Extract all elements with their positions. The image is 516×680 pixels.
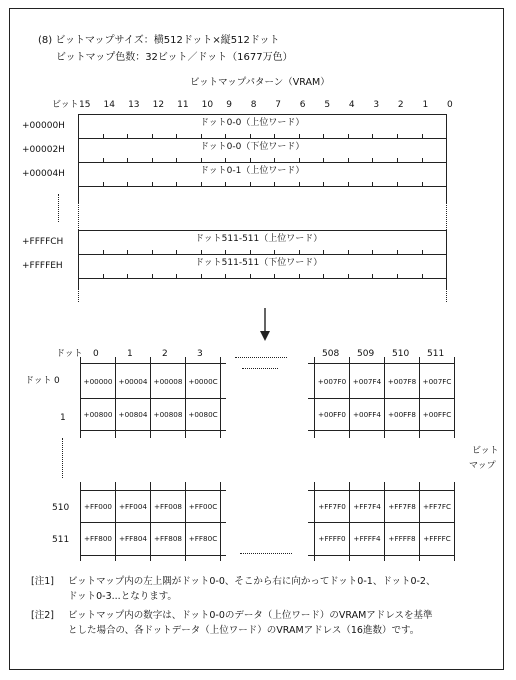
bit-number: 13 bbox=[128, 100, 140, 110]
address-cell: +00FF4 bbox=[352, 410, 381, 419]
grid-line bbox=[80, 357, 81, 438]
vram-row-address: +00004H bbox=[22, 169, 65, 179]
grid-line bbox=[454, 482, 455, 561]
address-cell: +FF00C bbox=[188, 502, 218, 511]
dot-row-label: ドット bbox=[25, 376, 52, 386]
bit-tick bbox=[323, 274, 324, 278]
vram-row-label: ドット511-511（上位ワード） bbox=[195, 234, 323, 244]
bit-tick bbox=[397, 158, 398, 162]
grid-line bbox=[150, 357, 151, 438]
row-number: 510 bbox=[52, 503, 70, 513]
bit-number: 3 bbox=[373, 100, 380, 110]
bit-tick bbox=[176, 158, 177, 162]
bit-tick bbox=[152, 158, 153, 162]
bit-tick bbox=[348, 274, 349, 278]
address-cell: +007F4 bbox=[352, 377, 382, 386]
vram-right-gap bbox=[446, 202, 447, 230]
grid-line bbox=[314, 482, 315, 561]
grid-line bbox=[80, 363, 226, 364]
grid-line bbox=[308, 490, 454, 491]
address-cell: +00FFC bbox=[422, 410, 452, 419]
bit-tick bbox=[299, 134, 300, 138]
grid-line bbox=[185, 482, 186, 561]
vram-title: ビットマップパターン（VRAM） bbox=[190, 77, 330, 88]
dot-col-label: ドット bbox=[56, 349, 83, 359]
address-cell: +00808 bbox=[153, 410, 183, 419]
bit-tick bbox=[372, 134, 373, 138]
address-cell: +FFFF4 bbox=[353, 534, 381, 543]
address-cell: +FF804 bbox=[118, 534, 147, 543]
address-cell: +00004 bbox=[118, 377, 148, 386]
address-cell: +00008 bbox=[153, 377, 183, 386]
bit-tick bbox=[225, 250, 226, 254]
grid-line bbox=[419, 482, 420, 561]
note1-line2: ドット0-3...となります。 bbox=[68, 591, 177, 602]
grid-line bbox=[150, 482, 151, 561]
bit-number: 12 bbox=[152, 100, 165, 110]
grid-line bbox=[185, 357, 186, 438]
address-cell: +007F8 bbox=[387, 377, 417, 386]
address-cell: +FFFF0 bbox=[318, 534, 346, 543]
spec-size-line: (8) ビットマップサイズ：横512ドット×縦512ドット bbox=[38, 35, 280, 46]
vram-row-label: ドット511-511（下位ワード） bbox=[195, 258, 323, 268]
vram-row-address: +00000H bbox=[22, 121, 65, 131]
down-arrow-icon bbox=[255, 307, 275, 343]
vram-line bbox=[78, 138, 447, 139]
grid-line bbox=[80, 430, 226, 431]
grid-line bbox=[419, 357, 420, 438]
address-cell: +FF004 bbox=[118, 502, 147, 511]
grid-col-number: 1 bbox=[127, 349, 133, 359]
bit-tick bbox=[372, 250, 373, 254]
bit-tick bbox=[127, 158, 128, 162]
bit-tick bbox=[176, 134, 177, 138]
bit-number: 2 bbox=[397, 100, 404, 110]
bit-number: 1 bbox=[422, 100, 429, 110]
bit-tick bbox=[397, 274, 398, 278]
bit-tick bbox=[323, 134, 324, 138]
address-cell: +FF7FC bbox=[422, 502, 452, 511]
vram-line bbox=[78, 114, 447, 115]
grid-line bbox=[308, 398, 454, 399]
address-cell: +007FC bbox=[422, 377, 452, 386]
bit-tick bbox=[348, 250, 349, 254]
bit-tick bbox=[176, 274, 177, 278]
side-label-bit: ビット bbox=[472, 446, 499, 456]
grid-col-number: 509 bbox=[357, 349, 375, 359]
grid-line bbox=[80, 555, 226, 556]
address-cell: +FF008 bbox=[153, 502, 182, 511]
address-cell: +FFFFC bbox=[423, 534, 451, 543]
bit-tick bbox=[250, 134, 251, 138]
note1-line1: ビットマップ内の左上隅がドット0-0、そこから右に向かってドット0-1、ドット0-2、 bbox=[68, 576, 436, 587]
grid-line bbox=[308, 363, 454, 364]
vram-row-address: +FFFFCH bbox=[22, 237, 64, 247]
bit-number: 8 bbox=[250, 100, 257, 110]
note1-tag: [注1] bbox=[31, 576, 54, 587]
grid-col-number: 3 bbox=[197, 349, 203, 359]
bit-tick bbox=[323, 250, 324, 254]
vram-line bbox=[78, 254, 447, 255]
grid-line bbox=[308, 522, 454, 523]
bit-number: 6 bbox=[299, 100, 306, 110]
bit-number: 7 bbox=[275, 100, 281, 110]
bit-tick bbox=[201, 182, 202, 186]
bit-number: 0 bbox=[447, 100, 453, 110]
vram-left-edge-bottom bbox=[78, 230, 79, 288]
address-cell: +00804 bbox=[118, 410, 148, 419]
address-ellipsis bbox=[58, 194, 59, 222]
bit-tick bbox=[103, 250, 104, 254]
side-label-map: マップ bbox=[469, 461, 496, 471]
bit-tick bbox=[274, 158, 275, 162]
bit-tick bbox=[422, 274, 423, 278]
bit-tick bbox=[397, 134, 398, 138]
note2-line1: ビットマップ内の数字は、ドット0-0のデータ（上位ワード）のVRAMアドレスを基準 bbox=[68, 610, 433, 621]
bit-tick bbox=[422, 182, 423, 186]
grid-line bbox=[308, 430, 454, 431]
vram-row-label: ドット0-0（上位ワード） bbox=[200, 118, 305, 128]
bit-tick bbox=[274, 182, 275, 186]
bit-tick bbox=[103, 274, 104, 278]
bit-number: 15 bbox=[79, 100, 91, 110]
bit-tick bbox=[103, 158, 104, 162]
vram-row-address: +FFFFEH bbox=[22, 261, 63, 271]
bit-tick bbox=[299, 274, 300, 278]
bit-tick bbox=[127, 274, 128, 278]
bit-tick bbox=[250, 274, 251, 278]
address-cell: +FF7F8 bbox=[388, 502, 416, 511]
address-cell: +FF000 bbox=[83, 502, 112, 511]
vram-right-tail bbox=[446, 288, 447, 302]
bit-number: 10 bbox=[201, 100, 214, 110]
grid-line bbox=[220, 482, 221, 561]
bit-tick bbox=[225, 182, 226, 186]
address-cell: +0080C bbox=[188, 410, 218, 419]
bit-tick bbox=[372, 158, 373, 162]
address-cell: +00FF8 bbox=[387, 410, 416, 419]
bit-tick bbox=[323, 158, 324, 162]
address-cell: +00800 bbox=[83, 410, 113, 419]
vram-line bbox=[78, 230, 447, 231]
bit-tick bbox=[152, 182, 153, 186]
bit-tick bbox=[422, 134, 423, 138]
address-cell: +FF800 bbox=[83, 534, 112, 543]
bit-tick bbox=[176, 182, 177, 186]
bit-tick bbox=[348, 134, 349, 138]
bit-tick bbox=[152, 274, 153, 278]
bit-tick bbox=[103, 182, 104, 186]
bit-tick bbox=[127, 182, 128, 186]
bit-tick bbox=[372, 274, 373, 278]
address-cell: +0000C bbox=[188, 377, 218, 386]
grid-col-number: 0 bbox=[93, 349, 99, 359]
bit-number: 11 bbox=[177, 100, 189, 110]
bit-tick bbox=[397, 250, 398, 254]
bit-tick bbox=[274, 274, 275, 278]
vram-line bbox=[78, 162, 447, 163]
grid-line bbox=[384, 357, 385, 438]
vram-left-gap bbox=[78, 202, 79, 230]
bit-tick bbox=[348, 158, 349, 162]
vram-left-edge bbox=[78, 114, 79, 202]
bit-number: 4 bbox=[348, 100, 355, 110]
row-number: 1 bbox=[60, 413, 66, 423]
bit-tick bbox=[225, 274, 226, 278]
row-number: 511 bbox=[52, 535, 70, 545]
spec-color-line: ビットマップ色数：32ビット／ドット（1677万色） bbox=[56, 52, 293, 63]
bit-tick bbox=[250, 158, 251, 162]
bit-tick bbox=[348, 182, 349, 186]
grid-col-number: 508 bbox=[322, 349, 340, 359]
grid-line bbox=[80, 482, 81, 561]
grid-line bbox=[80, 398, 226, 399]
address-cell: +007F0 bbox=[317, 377, 347, 386]
vram-line bbox=[78, 278, 447, 279]
bit-tick bbox=[201, 250, 202, 254]
vram-line bbox=[78, 186, 447, 187]
note2-line2: とした場合の、各ドットデータ（上位ワード）のVRAMアドレス（16進数）です。 bbox=[68, 625, 420, 636]
row-ellipsis bbox=[62, 438, 63, 478]
bit-tick bbox=[372, 182, 373, 186]
address-cell: +00FF0 bbox=[317, 410, 346, 419]
bit-tick bbox=[422, 250, 423, 254]
bit-tick bbox=[250, 250, 251, 254]
address-cell: +FF7F4 bbox=[353, 502, 381, 511]
bit-tick bbox=[250, 182, 251, 186]
grid-line bbox=[80, 522, 226, 523]
grid-col-number: 510 bbox=[392, 349, 410, 359]
grid-line bbox=[80, 490, 226, 491]
col-ellipsis-bottom bbox=[242, 368, 278, 369]
bit-tick bbox=[152, 250, 153, 254]
bit-tick bbox=[201, 134, 202, 138]
bit-tick bbox=[225, 158, 226, 162]
grid-line bbox=[115, 357, 116, 438]
bit-tick bbox=[397, 182, 398, 186]
bit-number: 14 bbox=[103, 100, 115, 110]
bit-label: ビット bbox=[52, 100, 79, 110]
address-cell: +00000 bbox=[83, 377, 113, 386]
bit-number: 5 bbox=[324, 100, 331, 110]
bit-number: 9 bbox=[226, 100, 232, 110]
address-cell: +FF808 bbox=[153, 534, 182, 543]
bit-tick bbox=[176, 250, 177, 254]
grid-line bbox=[308, 555, 454, 556]
vram-left-tail bbox=[78, 288, 79, 302]
bit-tick bbox=[127, 250, 128, 254]
bit-tick bbox=[103, 134, 104, 138]
bit-tick bbox=[274, 250, 275, 254]
bit-tick bbox=[299, 158, 300, 162]
bottom-col-ellipsis bbox=[240, 553, 292, 554]
grid-line bbox=[349, 482, 350, 561]
vram-right-edge bbox=[446, 114, 447, 202]
bit-tick bbox=[299, 250, 300, 254]
bit-tick bbox=[323, 182, 324, 186]
address-cell: +FF7F0 bbox=[318, 502, 346, 511]
vram-row-label: ドット0-0（下位ワード） bbox=[200, 142, 305, 152]
grid-line bbox=[454, 357, 455, 438]
vram-right-edge-bottom bbox=[446, 230, 447, 288]
address-cell: +FF80C bbox=[188, 534, 218, 543]
bit-tick bbox=[274, 134, 275, 138]
grid-line bbox=[115, 482, 116, 561]
bit-tick bbox=[127, 134, 128, 138]
grid-line bbox=[220, 357, 221, 438]
bit-tick bbox=[201, 274, 202, 278]
grid-line bbox=[314, 357, 315, 438]
bit-tick bbox=[201, 158, 202, 162]
note2-tag: [注2] bbox=[31, 610, 54, 621]
address-cell: +FFFF8 bbox=[388, 534, 416, 543]
bit-tick bbox=[152, 134, 153, 138]
grid-line bbox=[349, 357, 350, 438]
bit-tick bbox=[299, 182, 300, 186]
vram-row-label: ドット0-1（上位ワード） bbox=[200, 166, 305, 176]
grid-col-number: 511 bbox=[427, 349, 445, 359]
col-ellipsis-top bbox=[235, 357, 287, 358]
bit-tick bbox=[422, 158, 423, 162]
bit-tick bbox=[225, 134, 226, 138]
grid-col-number: 2 bbox=[162, 349, 168, 359]
vram-row-address: +00002H bbox=[22, 145, 65, 155]
row-number: 0 bbox=[54, 376, 60, 386]
grid-line bbox=[384, 482, 385, 561]
